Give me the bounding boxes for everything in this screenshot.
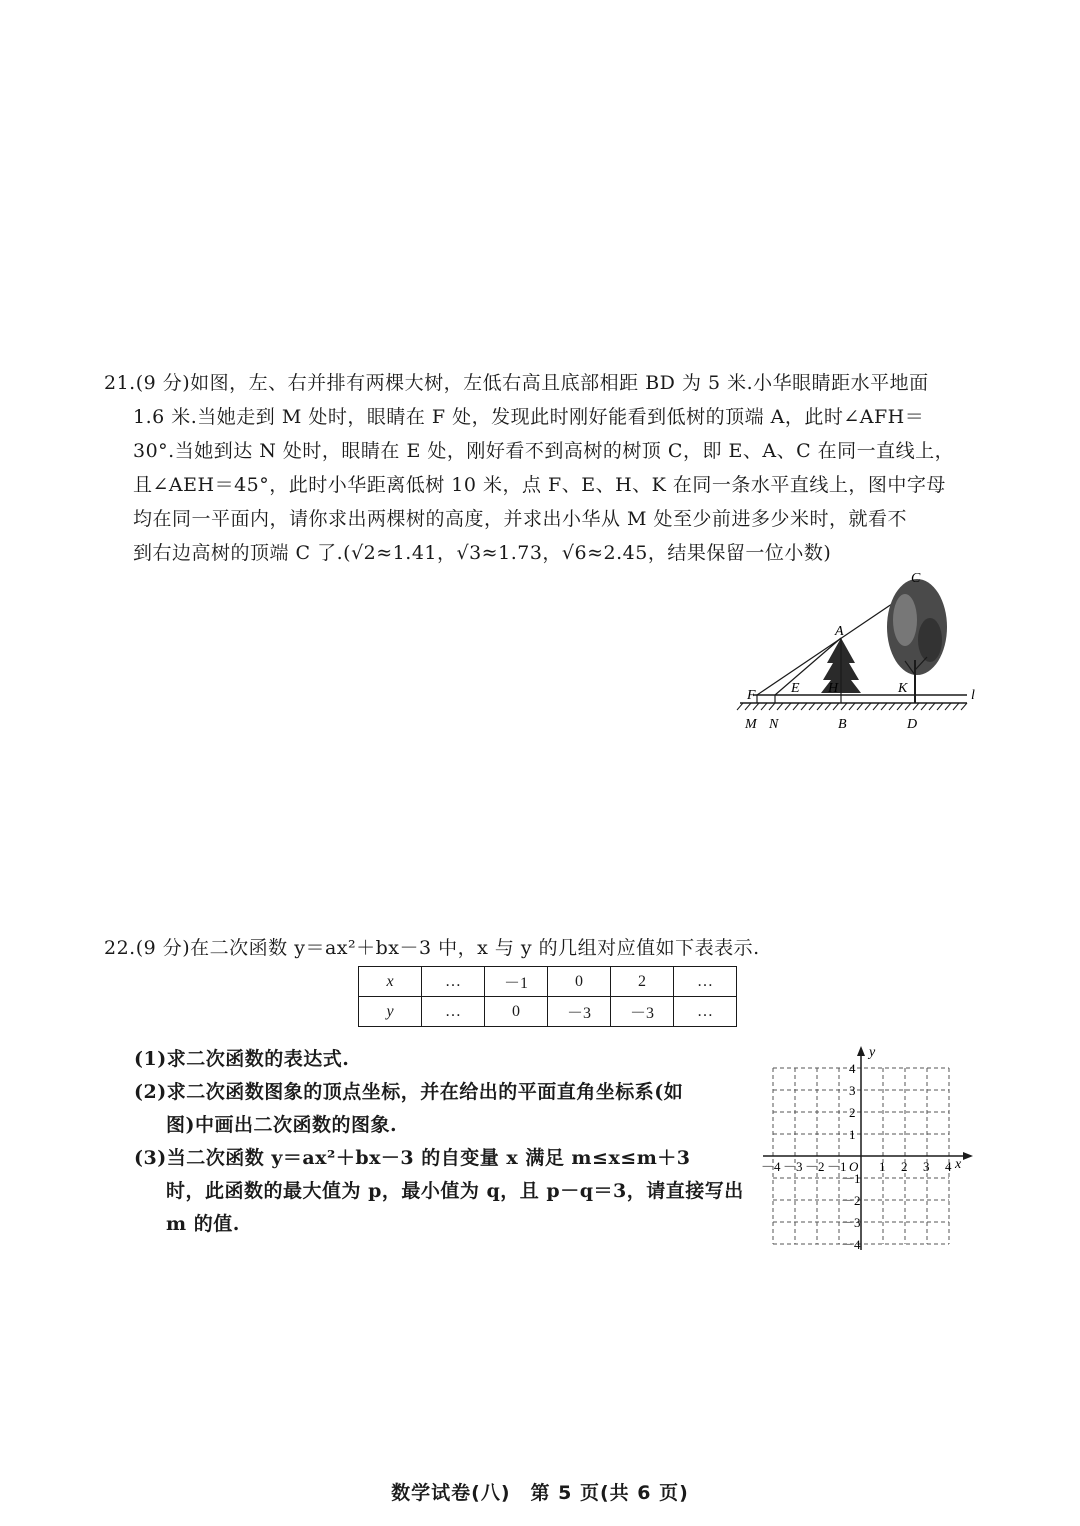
label-M: M: [745, 717, 757, 732]
y-axis-arrow: [857, 1046, 865, 1056]
y-tick-label: －1: [841, 1171, 861, 1186]
table-cell: y: [359, 997, 422, 1027]
q22-part-3a: (3)当二次函数 y＝ax²＋bx－3 的自变量 x 满足 m≤x≤m＋3: [134, 1147, 691, 1169]
x-tick-label: －2: [805, 1159, 825, 1174]
table-cell: －1: [485, 967, 548, 997]
value-table: [358, 966, 737, 1027]
x-tick-label: －4: [761, 1159, 781, 1174]
label-H: H: [828, 681, 839, 696]
label-A: A: [835, 624, 844, 639]
table-cell: －3: [548, 997, 611, 1027]
q21-line-6: 到右边高树的顶端 C 了.(√2≈1.41，√3≈1.73，√6≈2.45，结果保留一位小数): [133, 542, 832, 564]
table-cell: …: [674, 967, 737, 997]
table-cell: …: [422, 967, 485, 997]
label-D: D: [907, 717, 918, 732]
q22-part-2b: 图)中画出二次函数的图象.: [166, 1114, 398, 1136]
table-cell: …: [674, 997, 737, 1027]
x-tick-label: 4: [945, 1159, 952, 1174]
y-axis-label: y: [869, 1045, 876, 1060]
label-K: K: [898, 681, 908, 696]
table-row-y: [359, 997, 737, 1027]
table-cell: x: [359, 967, 422, 997]
y-tick-label: －2: [841, 1193, 861, 1208]
q21-line-1: 21.(9 分)如图，左、右并排有两棵大树，左低右高且底部相距 BD 为 5 米.小华眼睛距水平地面: [104, 372, 929, 394]
ground-hatch: [737, 703, 967, 710]
x-tick-label: －1: [827, 1159, 847, 1174]
q21-line-3: 30°.当她到达 N 处时，眼睛在 E 处，刚好看不到高树的树顶 C，即 E、A、C 在同一直线上，: [133, 440, 955, 462]
q22-intro: 22.(9 分)在二次函数 y＝ax²＋bx－3 中，x 与 y 的几组对应值如下表表示.: [104, 937, 760, 959]
x-axis-arrow: [963, 1152, 973, 1160]
q22-part-1: (1)求二次函数的表达式.: [134, 1048, 350, 1070]
coordinate-grid: [755, 1040, 980, 1255]
tall-tree: [887, 579, 947, 703]
q22-part-3c: m 的值.: [166, 1213, 240, 1235]
y-tick-label: 1: [849, 1127, 856, 1142]
x-tick-label: 2: [901, 1159, 908, 1174]
y-tick-label: 2: [849, 1105, 856, 1120]
x-tick-label: 1: [879, 1159, 886, 1174]
x-tick-label: 3: [923, 1159, 930, 1174]
y-tick-label: 3: [849, 1083, 856, 1098]
q21-line-5: 均在同一平面内，请你求出两棵树的高度，并求出小华从 M 处至少前进多少米时，就看不: [133, 508, 908, 530]
table-cell: 2: [611, 967, 674, 997]
origin-label: O: [849, 1159, 859, 1174]
x-axis-label: x: [955, 1157, 962, 1172]
q22-part-3b: 时，此函数的最大值为 p，最小值为 q，且 p－q＝3，请直接写出: [166, 1180, 744, 1202]
y-tick-label: 4: [849, 1061, 856, 1076]
label-l: l: [971, 688, 975, 703]
label-C: C: [911, 571, 921, 586]
x-tick-label: －3: [783, 1159, 803, 1174]
page-footer: 数学试卷(八) 第 5 页(共 6 页): [391, 1482, 689, 1504]
q22-part-2a: (2)求二次函数图象的顶点坐标，并在给出的平面直角坐标系(如: [134, 1081, 684, 1103]
label-E: E: [791, 681, 800, 696]
table-row-x: [359, 967, 737, 997]
label-B: B: [838, 717, 847, 732]
q21-figure: [735, 565, 985, 740]
table-cell: …: [422, 997, 485, 1027]
q21-line-4: 且∠AEH＝45°，此时小华距离低树 10 米，点 F、E、H、K 在同一条水平直线上，图中字母: [133, 474, 946, 496]
table-cell: －3: [611, 997, 674, 1027]
y-tick-label: －4: [841, 1237, 861, 1252]
table-cell: 0: [548, 967, 611, 997]
label-F: F: [747, 688, 756, 703]
label-N: N: [769, 717, 779, 732]
y-tick-label: －3: [841, 1215, 861, 1230]
table-cell: 0: [485, 997, 548, 1027]
q21-line-2: 1.6 米.当她走到 M 处时，眼睛在 F 处，发现此时刚好能看到低树的顶端 A，此时∠AFH＝: [133, 406, 925, 428]
